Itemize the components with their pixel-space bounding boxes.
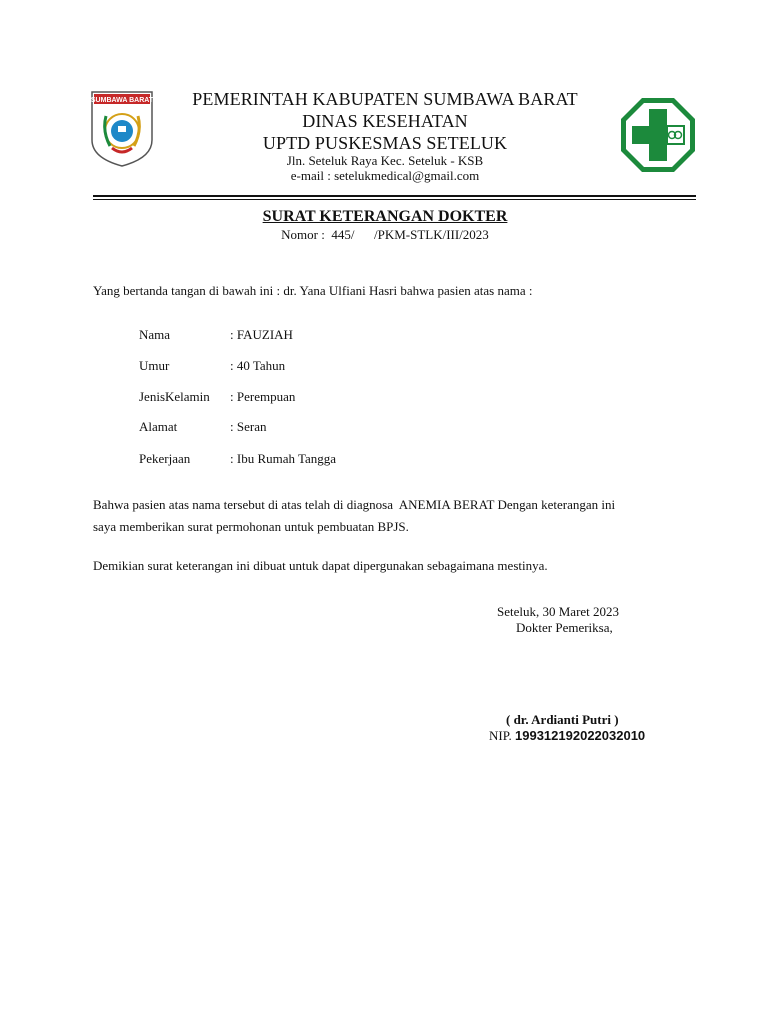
closing-text: Demikian surat keterangan ini dibuat untuk dapat dipergunakan sebagaimana mestinya. <box>93 558 548 573</box>
puskesmas-cross-logo-icon <box>619 96 697 174</box>
field-label-name: Nama <box>139 327 171 342</box>
header-email: e-mail : setelukmedical@gmail.com <box>290 168 480 183</box>
field-value-address: : Seran <box>230 419 267 434</box>
field-value-age: : 40 Tahun <box>230 358 286 373</box>
field-label-gender: JenisKelamin <box>139 389 210 404</box>
statement-line-2: saya memberikan surat permohonan untuk pembuatan BPJS. <box>93 519 409 534</box>
signature-place-date: Seteluk, 30 Maret 2023 <box>497 604 620 619</box>
header-rule-thick <box>93 195 696 197</box>
intro-text: Yang bertanda tangan di bawah ini : dr. Yana Ulfiani Hasri bahwa pasien atas nama : <box>93 283 533 298</box>
nip-value: 199312192022032010 <box>515 728 646 743</box>
sumbawa-barat-crest-logo <box>88 90 156 168</box>
nip-label: NIP. <box>489 728 516 743</box>
statement-line-1: Bahwa pasien atas nama tersebut di atas telah di diagnosa ANEMIA BERAT Dengan keterangan ini <box>93 497 616 512</box>
field-label-occupation: Pekerjaan <box>139 451 191 466</box>
field-value-gender: : Perempuan <box>230 389 296 404</box>
field-value-name: : FAUZIAH <box>230 327 293 342</box>
document-title: SURAT KETERANGAN DOKTER <box>262 208 508 225</box>
signature-nip <box>489 728 645 744</box>
header-institution: UPTD PUSKESMAS SETELUK <box>262 133 508 153</box>
document-number: Nomor : 445/ /PKM-STLK/III/2023 <box>281 227 489 242</box>
field-label-address: Alamat <box>139 419 178 434</box>
header-department: DINAS KESEHATAN <box>302 111 468 131</box>
field-label-age: Umur <box>139 358 170 373</box>
header-address: Jln. Seteluk Raya Kec. Seteluk - KSB <box>286 153 484 168</box>
field-value-occupation: : Ibu Rumah Tangga <box>230 451 337 466</box>
signature-name: ( dr. Ardianti Putri ) <box>506 712 619 727</box>
signature-role: Dokter Pemeriksa, <box>516 620 613 635</box>
header-rule-thin <box>93 199 696 200</box>
svg-text:SUMBAWA BARAT: SUMBAWA BARAT <box>90 97 154 104</box>
header-government: PEMERINTAH KABUPATEN SUMBAWA BARAT <box>192 89 578 109</box>
